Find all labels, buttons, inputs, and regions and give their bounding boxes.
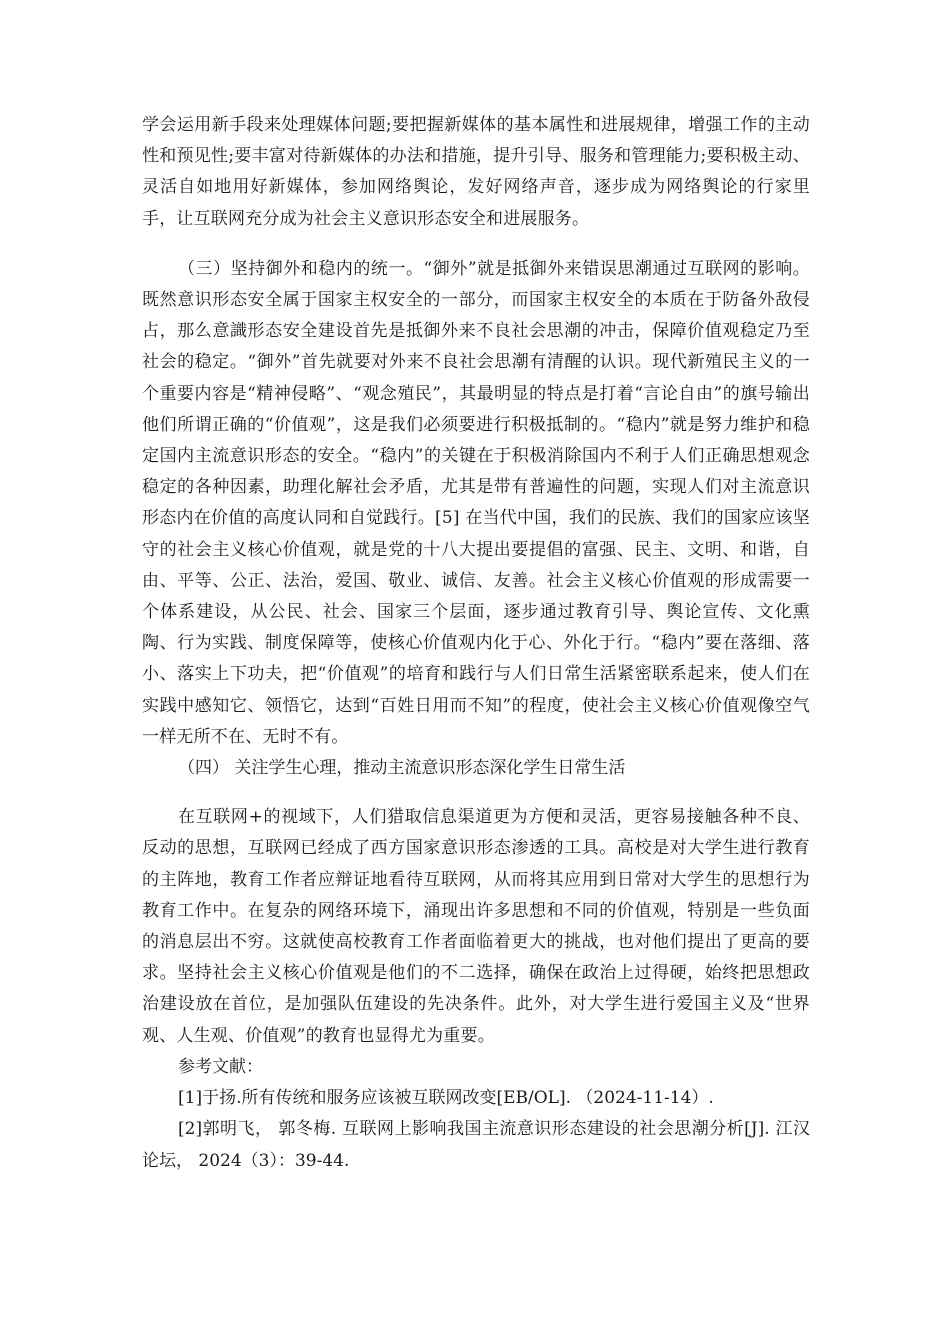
- references-heading: 参考文献：: [178, 1056, 263, 1077]
- paragraph-section-three: （三）坚持御外和稳内的统一。“御外”就是抵御外来错误思潮通过互联网的影响。既然意识形态安全属于国家主权安全的一部分，而国家主权安全的本质在于防备外敌侵占，那么意識形态安全建设首先是抵御外来不良社会思潮的冲击，保障价值观稳定乃至社会的稳定。“御外”首先就要对外来不良社会思潮有清醒的认识。现代新殖民主义的一个重要内容是“精神侵略”、“观念殖民”，其最明显的特点是打着“言论自由”的旗号输出他们所谓正确的“价值观”，这是我们必须要进行积极抵制的。“稳内”就是努力维护和稳定国内主流意识形态的安全。“稳内”的关键在于积极消除国内不利于人们正确思想观念稳定的各种因素，助理化解社会矛盾，尤其是带有普遍性的问题，实现人们对主流意识形态内在价值的高度认同和自觉践行。[5] 在当代中国，我们的民族、我们的国家应该坚守的社会主义核心价值观，就是党的十八大提出要提倡的富强、民主、文明、和谐，自由、平等、公正、法治，爱国、敬业、诚信、友善。社会主义核心价值观的形成需要一个体系建设，从公民、社会、国家三个层面，逐步通过教育引导、舆论宣传、文化熏陶、行为实践、制度保障等，使核心价值观内化于心、外化于行。“稳内”要在落细、落小、落实上下功夫，把“价值观”的培育和践行与人们日常生活紧密联系起来，使人们在实践中感知它、领悟它，达到“百姓日用而不知”的程度，使社会主义核心价值观像空气一样无所不在、无时不有。: [142, 258, 810, 747]
- paragraph-media-continuation: 学会运用新手段来处理媒体问题;要把握新媒体的基本属性和进展规律，增强工作的主动性和预见性;要丰富对待新媒体的办法和措施，提升引导、服务和管理能力;要积极主动、灵活自如地用好新媒体，参加网络舆论，发好网络声音，逐步成为网络舆论的行家里手，让互联网充分成为社会主义意识形态安全和进展服务。: [142, 115, 810, 229]
- reference-item-2: [2]郭明飞， 郭冬梅. 互联网上影响我国主流意识形态建设的社会思潮分析[J]. 江汉论坛， 2024（3）：39-44.: [142, 1119, 810, 1171]
- paragraph-section-four: 在互联网+的视域下，人们猎取信息渠道更为方便和灵活，更容易接触各种不良、反动的思想，互联网已经成了西方国家意识形态渗透的工具。高校是对大学生进行教育的主阵地，教育工作者应辩证地看待互联网，从而将其应用到日常对大学生的思想行为教育工作中。在复杂的网络环境下，涌现出许多思想和不同的价值观，特别是一些负面的消息层出不穷。这就使高校教育工作者面临着更大的挑战，也对他们提出了更高的要求。坚持社会主义核心价值观是他们的不二选择，确保在政治上过得硬，始终把思想政治建设放在首位，是加强队伍建设的先决条件。此外，对大学生进行爱国主义及“世界观、人生观、价值观”的教育也显得尤为重要。: [142, 807, 810, 1046]
- section-four-heading: （四） 关注学生心理，推动主流意识形态深化学生日常生活: [178, 758, 626, 779]
- document-page: [142, 110, 810, 1177]
- reference-item-1: [1]于扬.所有传统和服务应该被互联网改变[EB/OL]. （2024-11-14）.: [178, 1088, 714, 1109]
